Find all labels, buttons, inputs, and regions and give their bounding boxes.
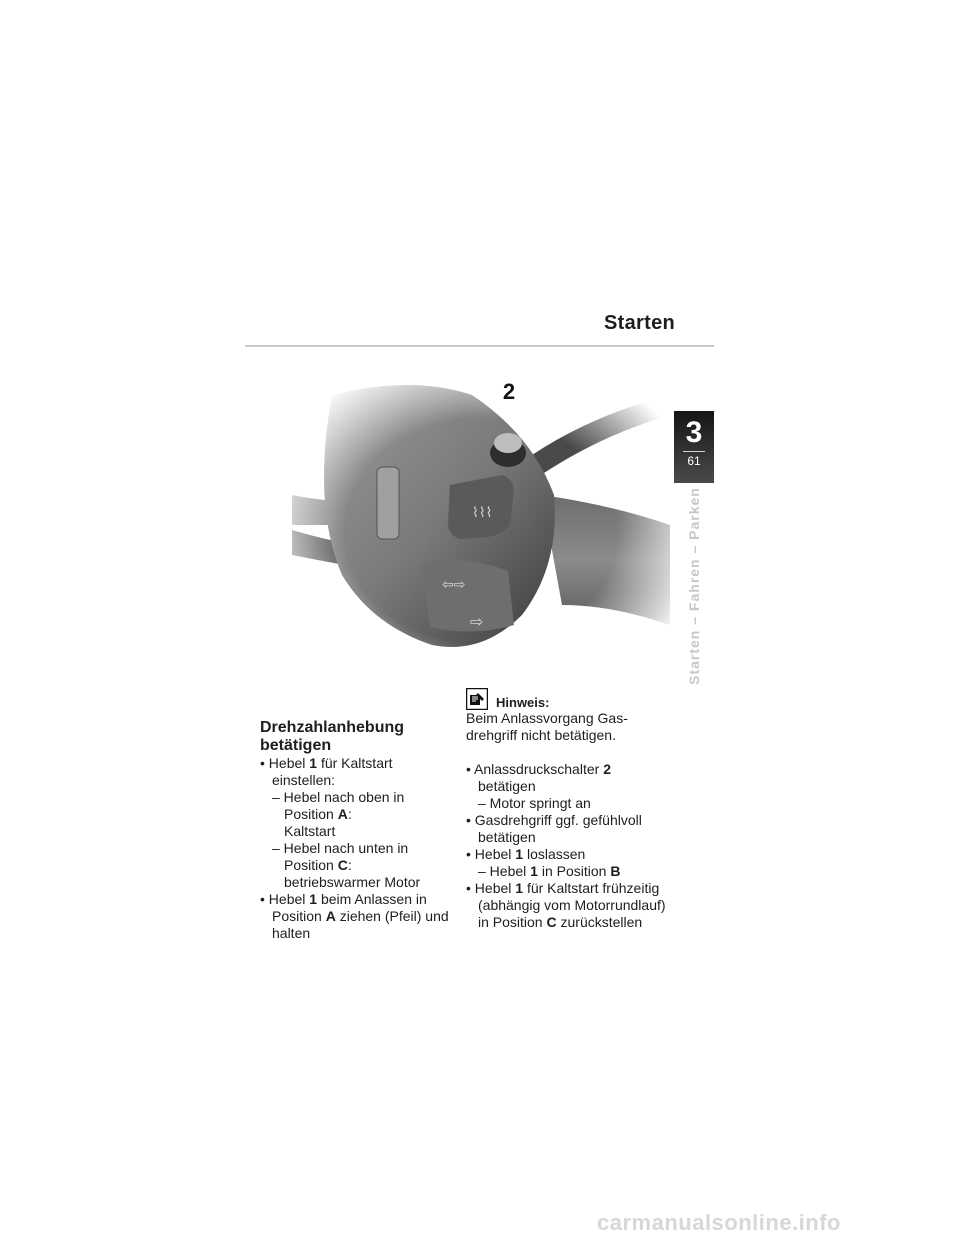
bullet: • Gasdrehgriff ggf. gefühlvoll xyxy=(466,812,642,828)
bullet-cont: in Position C zurückstellen xyxy=(478,914,643,930)
sub-bullet-cont: Kaltstart xyxy=(284,823,336,839)
sub-bullet-cont: Position A: xyxy=(284,806,352,822)
left-column xyxy=(260,719,472,942)
page-title: Starten xyxy=(604,312,676,334)
title-divider xyxy=(245,345,714,347)
bullet-cont: betätigen xyxy=(478,778,536,794)
note-icon xyxy=(466,688,488,710)
chapter-side-label: Starten – Fahren – Parken xyxy=(686,487,702,685)
section-heading xyxy=(260,719,472,755)
bullet-cont: einstellen: xyxy=(272,772,336,788)
bullet-cont: Position A ziehen (Pfeil) und xyxy=(272,908,449,924)
watermark: carmanualsonline.info xyxy=(597,1210,841,1235)
bullet: • Hebel 1 loslassen xyxy=(466,846,586,862)
heading-line: betätigen xyxy=(260,737,332,754)
bullet: • Hebel 1 für Kaltstart xyxy=(260,755,393,771)
note-text: drehgriff nicht betätigen. xyxy=(466,727,616,743)
sub-bullet: – Motor springt an xyxy=(478,795,591,811)
chapter-number: 3 xyxy=(685,416,703,449)
bullet-cont: betätigen xyxy=(478,829,536,845)
callout-2: 2 xyxy=(502,379,516,404)
note-header xyxy=(466,688,686,710)
bullet: • Hebel 1 für Kaltstart frühzeitig xyxy=(466,880,660,896)
sub-bullet: – Hebel 1 in Position B xyxy=(478,863,621,879)
bullet: • Anlassdruckschalter 2 xyxy=(466,761,611,777)
bullet-cont: halten xyxy=(272,925,311,941)
handlebar-switch-photo xyxy=(292,375,670,687)
bullet: • Hebel 1 beim Anlassen in xyxy=(260,891,427,907)
right-column xyxy=(466,688,686,931)
heading-line: Drehzahlanhebung xyxy=(260,719,405,736)
note-title: Hinweis: xyxy=(496,695,550,710)
sub-bullet-cont: betriebswarmer Motor xyxy=(284,874,421,890)
sub-bullet: – Hebel nach unten in xyxy=(272,840,409,856)
sub-bullet-cont: Position C: xyxy=(284,857,352,873)
note-text: Beim Anlassvorgang Gas- xyxy=(466,710,628,726)
sub-bullet: – Hebel nach oben in xyxy=(272,789,405,805)
chapter-tab xyxy=(674,411,714,483)
chapter-divider xyxy=(683,451,705,452)
page-number: 61 xyxy=(687,454,701,468)
bullet-cont: (abhängig vom Motorrundlauf) xyxy=(478,897,666,913)
